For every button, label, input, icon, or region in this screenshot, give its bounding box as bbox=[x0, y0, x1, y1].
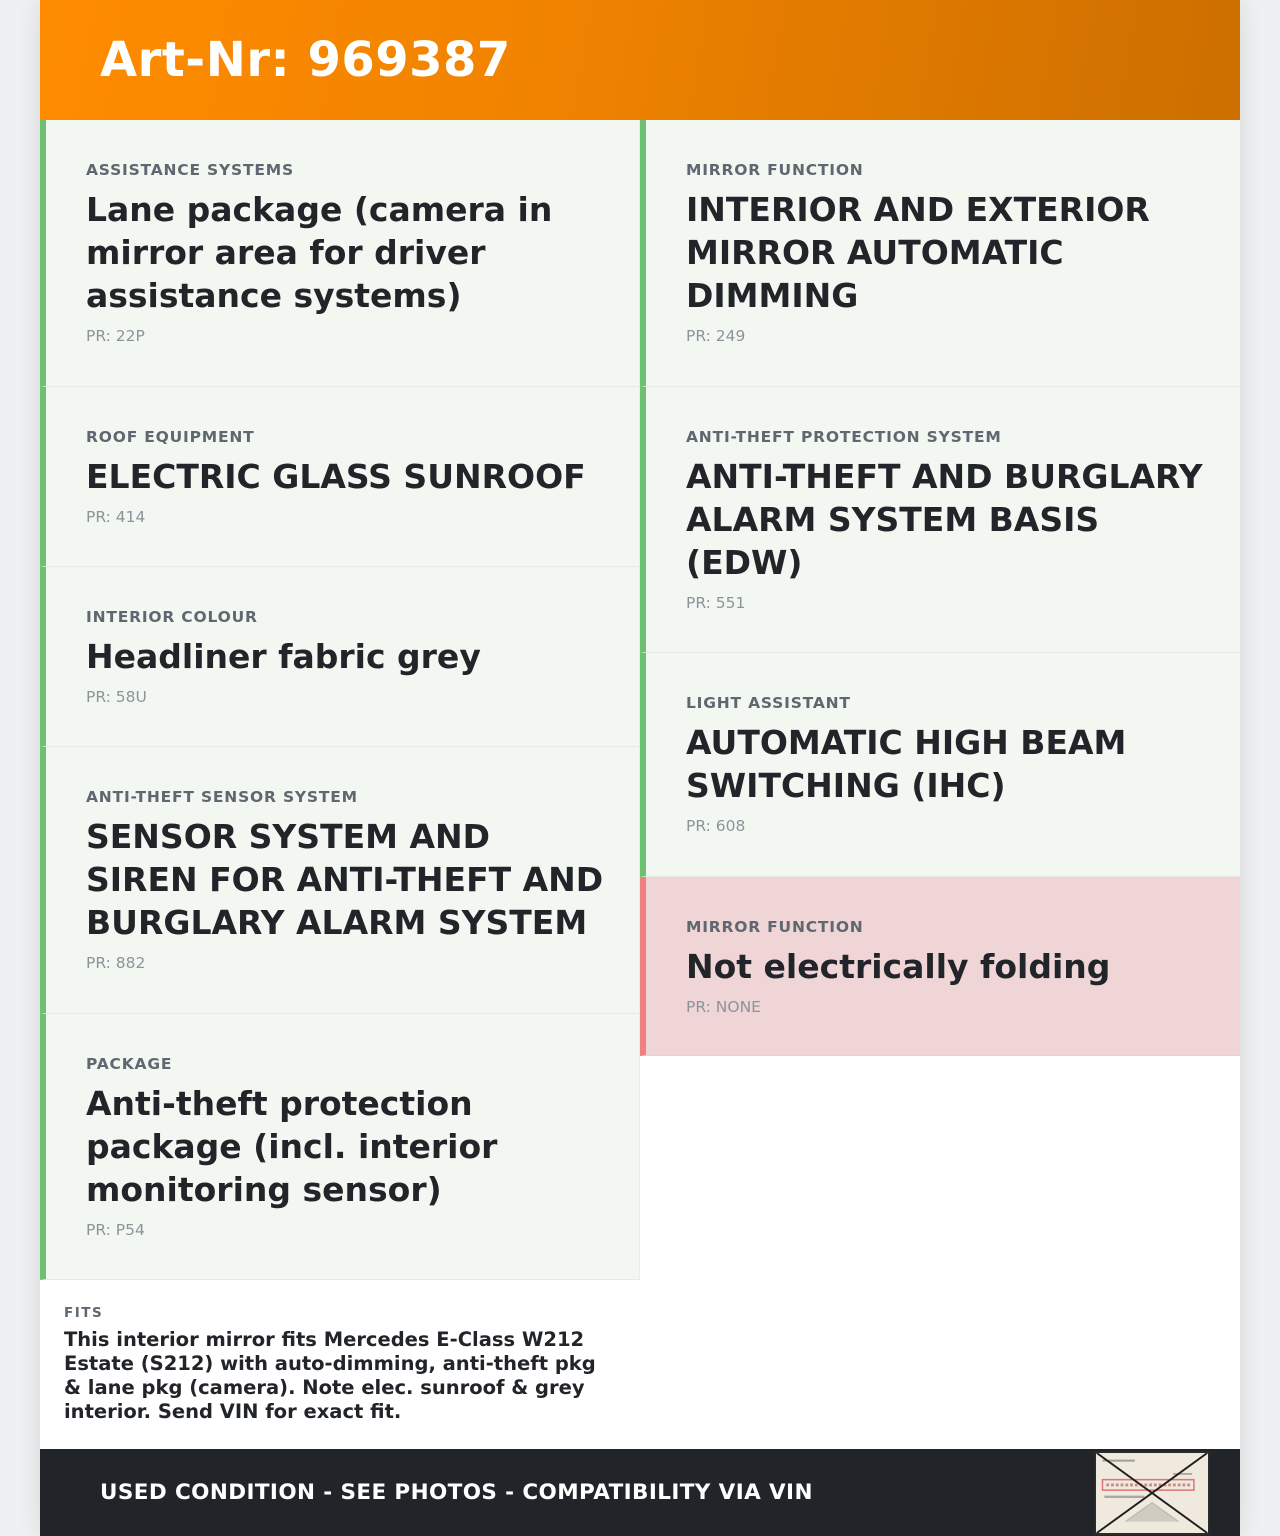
feature-card bbox=[40, 1014, 639, 1280]
feature-category: PACKAGE bbox=[86, 1055, 173, 1073]
feature-card bbox=[40, 120, 639, 387]
feature-pr-code: PR: 414 bbox=[86, 508, 146, 526]
feature-title: INTERIOR AND EXTERIOR MIRROR AUTOMATIC DIMMING bbox=[686, 190, 1150, 315]
feature-title: AUTOMATIC HIGH BEAM SWITCHING (IHC) bbox=[686, 723, 1127, 805]
footer-bar bbox=[40, 1449, 1240, 1536]
fits-label: FITS bbox=[64, 1305, 104, 1321]
product-sheet bbox=[40, 0, 1240, 1536]
feature-title: Headliner fabric grey bbox=[86, 637, 481, 676]
feature-title: Lane package (camera in mirror area for driver assistance systems) bbox=[86, 190, 553, 315]
feature-category: ASSISTANCE SYSTEMS bbox=[86, 161, 294, 179]
feature-pr-code: PR: 58U bbox=[86, 688, 147, 706]
feature-category: MIRROR FUNCTION bbox=[686, 918, 864, 936]
feature-category: INTERIOR COLOUR bbox=[86, 608, 258, 626]
feature-pr-code: PR: 551 bbox=[686, 594, 746, 612]
feature-card bbox=[40, 387, 639, 567]
feature-pr-code: PR: 22P bbox=[86, 327, 145, 345]
feature-card bbox=[40, 567, 639, 747]
envelope-stamp-graphic bbox=[1096, 1453, 1208, 1533]
left-feature-column bbox=[40, 120, 640, 1449]
feature-pr-code: PR: 608 bbox=[686, 817, 746, 835]
feature-category: ANTI-THEFT SENSOR SYSTEM bbox=[86, 788, 358, 806]
feature-title: Anti-theft protection package (incl. interior monitoring sensor) bbox=[86, 1084, 498, 1209]
feature-card bbox=[40, 747, 639, 1014]
feature-card bbox=[640, 653, 1240, 877]
feature-title: ELECTRIC GLASS SUNROOF bbox=[86, 457, 586, 496]
footer-condition-text: USED CONDITION - SEE PHOTOS - COMPATIBILITY VIA VIN bbox=[100, 1480, 813, 1505]
header-bar bbox=[40, 0, 1240, 120]
fits-description: This interior mirror fits Mercedes E-Class W212 Estate (S212) with auto-dimming, anti-theft pkg & lane pkg (camera). Note elec. sunroof & grey interior. Send VIN for exact fit. bbox=[64, 1328, 596, 1423]
feature-pr-code: PR: 882 bbox=[86, 954, 146, 972]
feature-card bbox=[640, 387, 1240, 653]
feature-title: SENSOR SYSTEM AND SIREN FOR ANTI-THEFT AND BURGLARY ALARM SYSTEM bbox=[86, 817, 604, 942]
feature-card bbox=[640, 120, 1240, 387]
right-feature-column bbox=[640, 120, 1240, 1056]
feature-pr-code: PR: P54 bbox=[86, 1221, 145, 1239]
feature-category: ROOF EQUIPMENT bbox=[86, 428, 255, 446]
feature-title: Not electrically folding bbox=[686, 947, 1111, 986]
feature-card-negative bbox=[640, 877, 1240, 1056]
fits-section bbox=[40, 1280, 640, 1449]
feature-pr-code: PR: 249 bbox=[686, 327, 746, 345]
feature-category: ANTI-THEFT PROTECTION SYSTEM bbox=[686, 428, 1002, 446]
feature-category: LIGHT ASSISTANT bbox=[686, 694, 851, 712]
feature-category: MIRROR FUNCTION bbox=[686, 161, 864, 179]
feature-pr-code: PR: NONE bbox=[686, 998, 761, 1016]
envelope-stamp-icon bbox=[1094, 1451, 1210, 1535]
feature-title: ANTI-THEFT AND BURGLARY ALARM SYSTEM BASIS (EDW) bbox=[686, 457, 1203, 582]
article-number-title: Art-Nr: 969387 bbox=[100, 32, 511, 88]
